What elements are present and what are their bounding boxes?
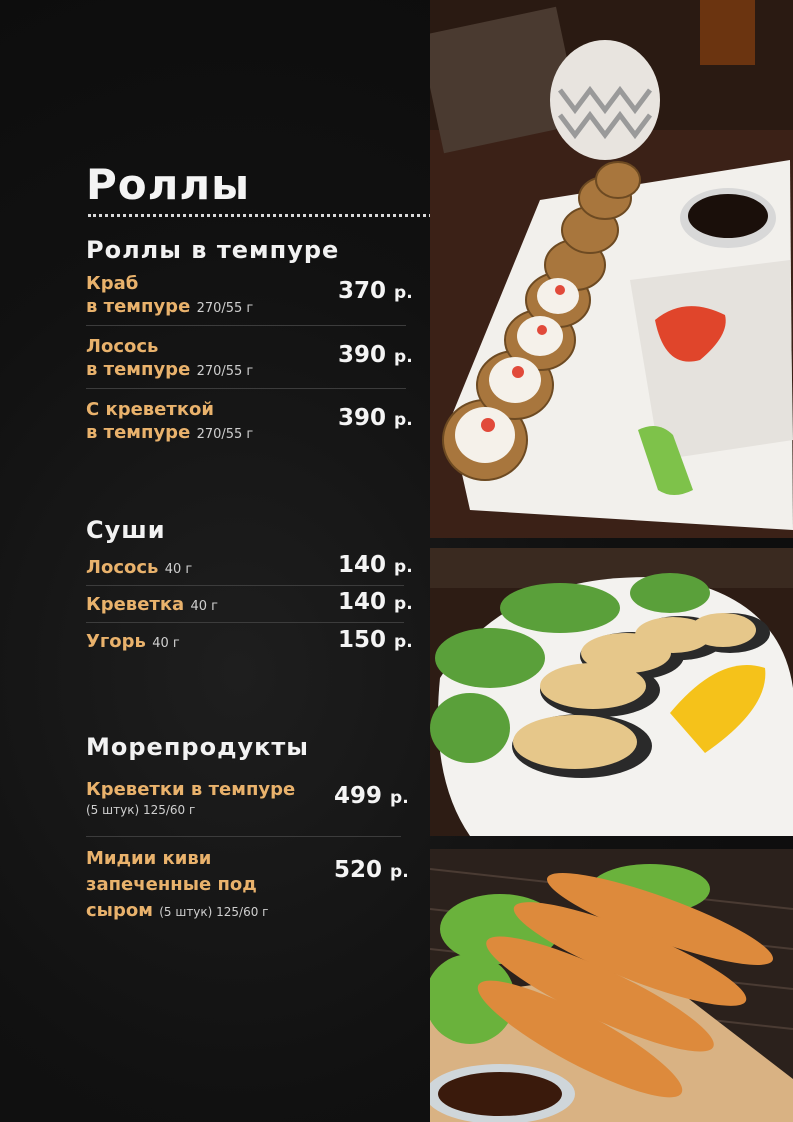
item-weight: 40 г [164,562,193,577]
dotted-divider [88,214,456,217]
menu-item-sushi-eel: Угорь 40 г [86,631,180,652]
price-salmon-tempura: 390 р. [338,342,413,368]
price-sushi-salmon: 140 р. [338,552,413,578]
rolls-photo [430,0,793,538]
menu-item-kiwi-mussels: Мидии киви запеченные под сыром (5 штук) 125/60 г [86,848,269,921]
menu-item-shrimp-tempura-seafood: Креветки в темпуре (5 штук) 125/60 г [86,779,296,817]
price-crab-tempura: 370 р. [338,278,413,304]
menu-item-salmon-tempura: Лосось в темпуре 270/55 г [86,336,254,380]
item-weight: 270/55 г [196,301,254,316]
mussels-photo [430,548,793,836]
item-divider [86,585,404,586]
tempura-shrimp-photo [430,849,793,1122]
price-sushi-shrimp: 140 р. [338,589,413,615]
menu-item-crab-tempura: Краб в темпуре 270/55 г [86,273,254,317]
item-weight: 40 г [190,599,218,614]
price-shrimp-tempura: 390 р. [338,405,413,431]
item-weight: 270/55 г [196,364,254,379]
item-details: (5 штук) 125/60 г [86,803,196,817]
item-divider [86,836,401,837]
item-weight: 270/55 г [196,427,254,442]
item-divider [86,388,406,389]
section-title-seafood: Морепродукты [86,733,310,761]
page-title: Роллы [86,160,251,209]
menu-item-sushi-salmon: Лосось 40 г [86,557,193,578]
menu-item-sushi-shrimp: Креветка 40 г [86,594,218,615]
price-kiwi-mussels: 520 р. [334,857,409,883]
item-details: (5 штук) 125/60 г [159,905,269,919]
menu-item-shrimp-tempura: С креветкой в темпуре 270/55 г [86,399,254,443]
price-shrimp-tempura-seafood: 499 р. [334,783,409,809]
section-title-sushi: Суши [86,516,166,544]
item-weight: 40 г [152,636,180,651]
item-divider [86,622,404,623]
item-divider [86,325,406,326]
price-sushi-eel: 150 р. [338,627,413,653]
section-title-tempura: Роллы в темпуре [86,236,340,264]
